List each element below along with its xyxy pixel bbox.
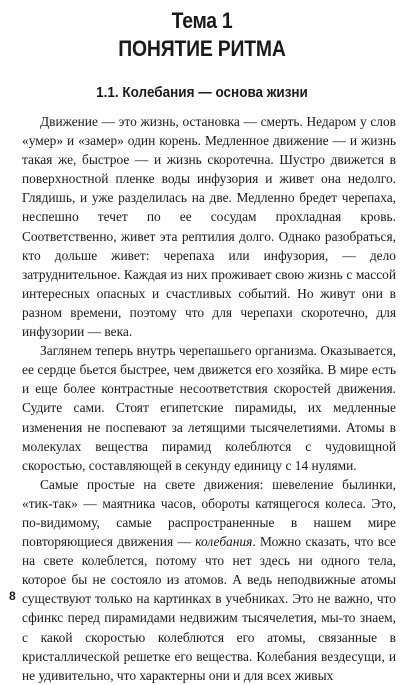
paragraph-1-text: Движение — это жизнь, остановка — смерть. Недаром у слов «умер» и «замер» один корень. Медленное движение — и жизнь такая же, быстрое — и жизнь скоротечна. Шустро движется в поверхностной пленке воды инфузория и живет она недолго. Глядишь, и уже разделилась на две. Медленно бредет черепаха, неспешно течет по ее сосудам прохладная кровь. Соответственно, живет эта рептилия долго. Однако разобраться, кто дольше живет: черепаха или инфузория, — дело затруднительное. Каждая из них проживает свою жизнь с массой интересных опасных и счастливых событий. Но живут они в разном времени, поэтому что для черепахи скоротечно, для инфузории — века.: [22, 114, 396, 340]
paragraph-2: [22, 341, 396, 475]
paragraph-1: [22, 112, 396, 341]
paragraph-3-text-before: Самые простые на свете движения: шевеление былинки, «тик-так» — маятника часов, обороты катящегося колеса. Это, по-видимому, самые распространенные в нашем мире повторяющиеся движения —: [22, 476, 396, 550]
chapter-label: Тема 1: [171, 8, 233, 33]
section-title: 1.1. Колебания — основа жизни: [96, 84, 308, 101]
paragraph-3-text-after: . Можно сказать, что все на свете колеблется, потому что нет здесь ни одного тела, которое бы не состояло из атомов. А ведь неподвижные атомы существуют только на картинках в учебниках. Это не важно, что сфинкс перед пирамидами недвижим тысячелетия, мы-то знаем, с какой скоростью колеблются его атомы, связанные в кристаллической решетке его вещества. Колебания вездесущи, и не удивительно, что характерны они и для всех живых: [22, 534, 396, 683]
chapter-title: ПОНЯТИЕ РИТМА: [118, 36, 286, 61]
paragraph-3: [22, 475, 396, 685]
paragraph-3-emphasis: колебания: [195, 534, 253, 550]
page-number: 8: [9, 589, 16, 603]
paragraph-2-text: Заглянем теперь внутрь черепашьего организма. Оказывается, ее сердце бьется быстрее, чем движется его хозяйка. В мире есть и еще более контрастные несоответствия скоростей движения. Судите сами. Стоят египетские пирамиды, их медленные изменения не поспевают за летящими тысячелетиями. Атомы в молекулах вещества пирамид колеблются с чудовищной скоростью, составляющей в секунду единицу с 14 нулями.: [22, 343, 396, 473]
body-text: [22, 112, 396, 685]
